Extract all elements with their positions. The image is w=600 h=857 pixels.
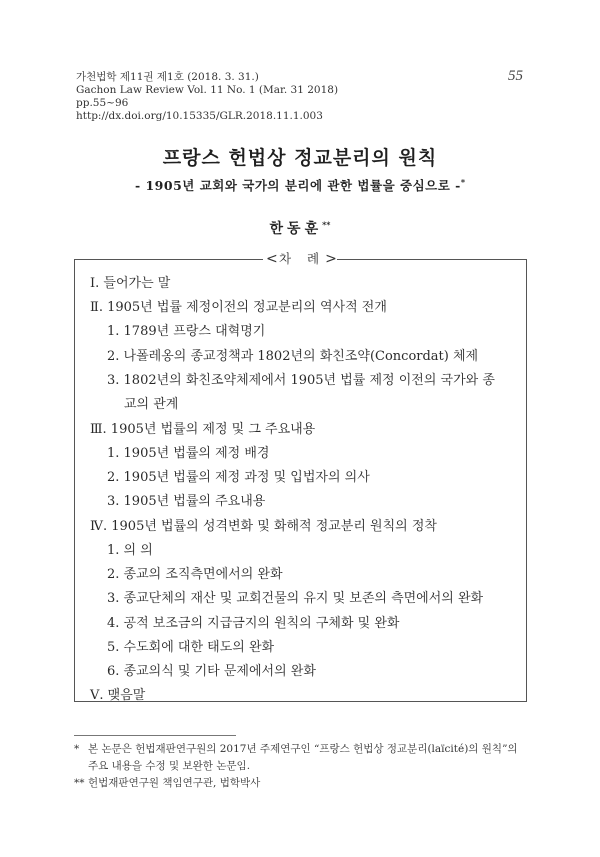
footnote-1 [74,741,534,775]
footnote-2-mark: ** [74,777,85,789]
footnote-2 [74,775,534,792]
toc-item-2-3-cont: 교의 관계 [124,397,179,412]
footnote-1-line-1: 본 논문은 헌법재판연구원의 2017년 주제연구인 “프랑스 헌법상 정교분리(laïcité)의 원칙”의 [88,743,518,755]
page-number: 55 [508,68,523,84]
toc-item-4-4: 4. 공적 보조금의 지급금지의 원칙의 구체화 및 완화 [107,616,400,631]
footnote-2-line-1: 헌법재판연구원 책임연구관, 법학박사 [88,777,261,789]
toc-item-4-3: 3. 종교단체의 재산 및 교회건물의 유지 및 보존의 측면에서의 완화 [107,591,484,606]
toc-item-3-3: 3. 1905년 법률의 주요내용 [107,494,266,509]
toc-item-2-1: 1. 1789년 프랑스 대혁명기 [107,324,266,339]
footnote-1-line-2: 주요 내용을 수정 및 보완한 논문임. [88,760,251,772]
toc-item-4-1: 1. 의 의 [107,543,153,558]
page-range: pp.55~96 [76,97,129,109]
toc-label-text: 차 례 [278,251,326,266]
author-footnote-mark[interactable]: ** [322,219,331,230]
toc-label [263,250,337,268]
toc-bracket-left: < [265,251,278,267]
toc-item-2-2: 2. 나폴레옹의 종교정책과 1802년의 화친조약(Concordat) 체제 [107,349,479,364]
doi-link[interactable]: http://dx.doi.org/10.15335/GLR.2018.11.1.003 [76,110,323,122]
toc-section-5: Ⅴ. 맺음말 [90,688,146,703]
toc-item-4-6: 6. 종교의식 및 기타 문제에서의 완화 [107,664,316,679]
toc-item-2-3: 3. 1802년의 화친조약체제에서 1905년 법률 제정 이전의 국가와 종 [107,373,495,388]
journal-title-ko: 가천법학 제11권 제1호 (2018. 3. 31.) [76,71,259,83]
author-line [0,218,600,238]
footnote-1-mark: * [74,743,80,755]
toc-section-2: Ⅱ. 1905년 법률 제정이전의 정교분리의 역사적 전개 [90,300,387,315]
toc-bracket-right: > [325,251,337,267]
toc-section-3: Ⅲ. 1905년 법률의 제정 및 그 주요내용 [90,422,316,437]
paper-subtitle [0,176,600,194]
footnote-divider [74,735,236,736]
toc-item-3-2: 2. 1905년 법률의 제정 과정 및 입법자의 의사 [107,470,370,485]
toc-section-4: Ⅳ. 1905년 법률의 성격변화 및 화해적 정교분리 원칙의 정착 [90,519,437,534]
journal-title-en: Gachon Law Review Vol. 11 No. 1 (Mar. 31 2018) [76,84,339,96]
paper-title: 프랑스 헌법상 정교분리의 원칙 [162,147,438,169]
author-name: 한동훈 [269,221,323,237]
toc-item-4-5: 5. 수도회에 대한 태도의 완화 [107,640,275,655]
journal-meta [76,71,338,123]
toc-section-1: Ⅰ. 들어가는 말 [90,276,171,291]
footnotes [74,741,534,792]
toc-item-3-1: 1. 1905년 법률의 제정 배경 [107,446,270,461]
toc-item-4-2: 2. 종교의 조직측면에서의 완화 [107,567,283,582]
subtitle-text: - 1905년 교회와 국가의 분리에 관한 법률을 중심으로 - [134,178,461,193]
subtitle-footnote-mark[interactable]: * [460,176,466,187]
